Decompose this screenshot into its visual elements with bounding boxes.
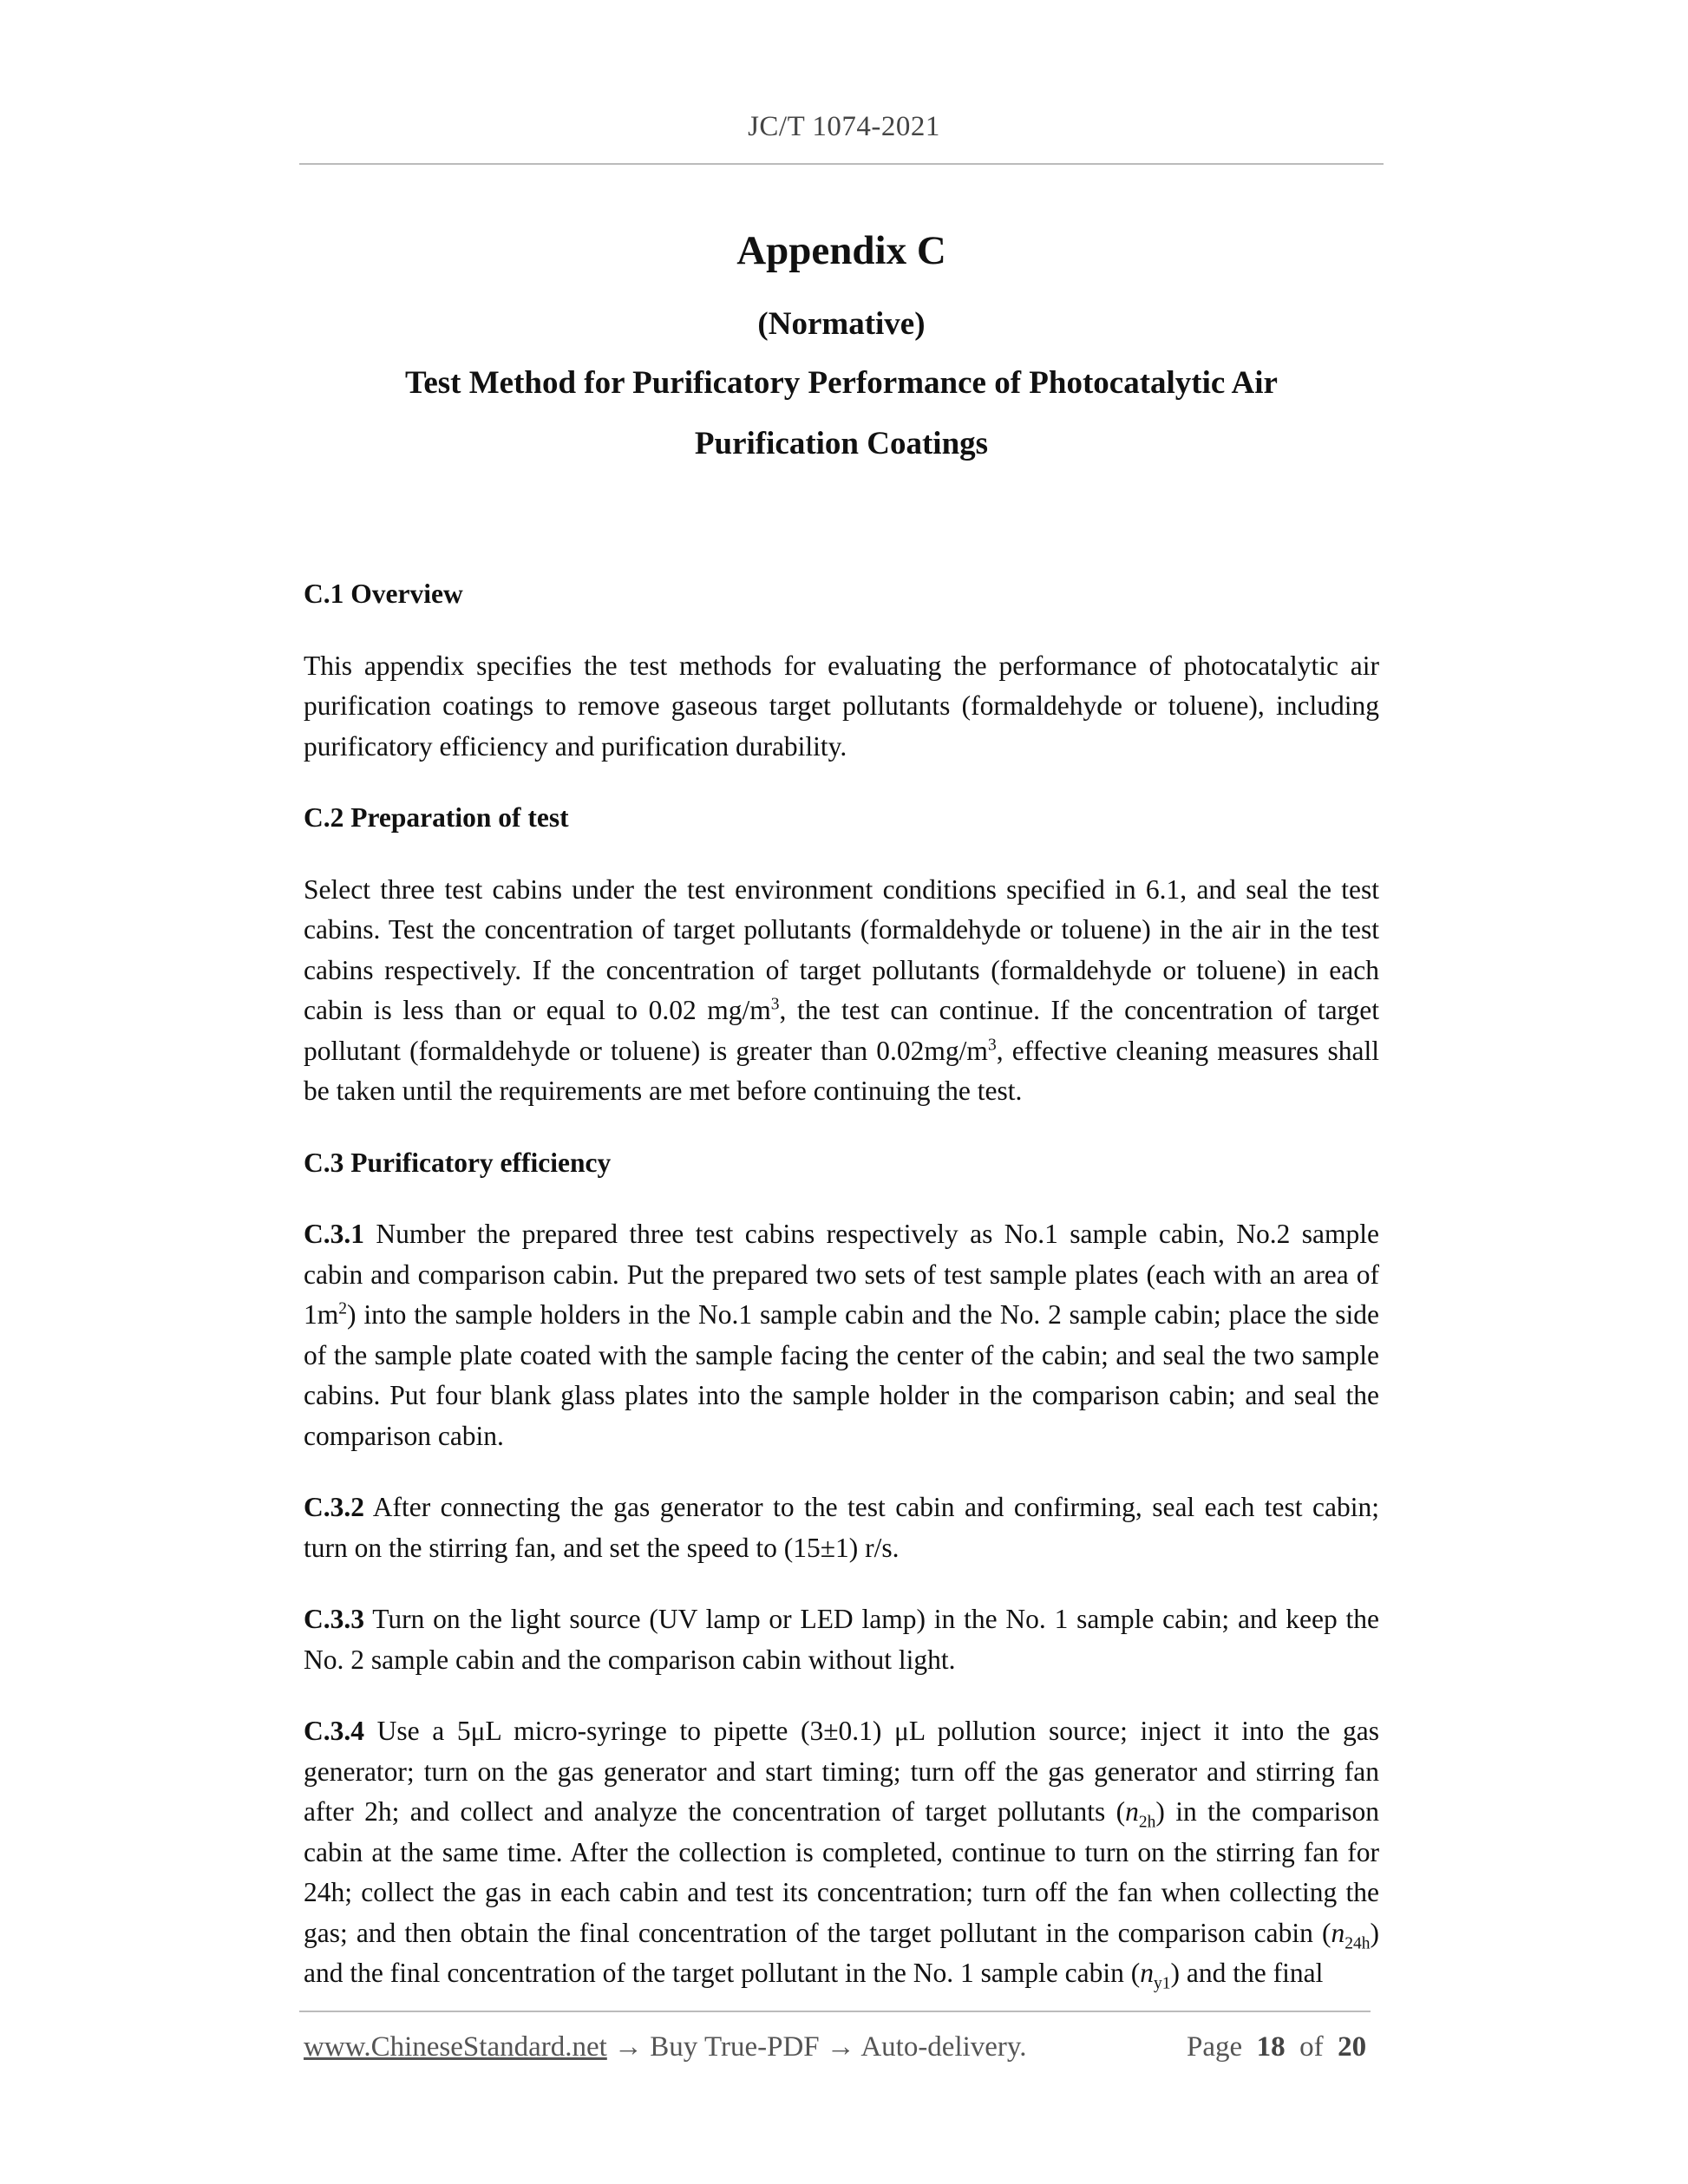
superscript: 2 (338, 1299, 348, 1318)
text-run: ) into the sample holders in the No.1 sample cabin and the No. 2 sample cabin; place the side of the sample plate coated with the sample facing the center of the cabin; and seal the two sample cabins. Put four blank glass plates into the sample holder in the comparison cabin; and seal the comparison cabin. (304, 1299, 1379, 1451)
clause-number: C.3.4 (304, 1716, 364, 1746)
text-run: , the test can continue. If the concentration of target pollutant (formaldehyde or toluene) is greater than 0.02mg/m (304, 995, 1379, 1066)
footer-divider (299, 2011, 1371, 2012)
page-total: 20 (1338, 2031, 1367, 2063)
footer-links (304, 2031, 1027, 2063)
section-heading-c2: C.2 Preparation of test (304, 802, 569, 833)
clause-c3-2 (304, 1488, 1379, 1568)
page-current: 18 (1256, 2031, 1286, 2063)
section-heading-c1: C.1 Overview (304, 579, 463, 609)
clause-c3-1 (304, 1214, 1379, 1456)
page-word: Page (1187, 2031, 1243, 2063)
buy-text: Buy True-PDF (650, 2031, 820, 2063)
page-indicator (1187, 2031, 1366, 2063)
appendix-subtitle-line-1: Test Method for Purificatory Performance of Photocatalytic Air (405, 365, 1278, 401)
clause-c3-4 (304, 1711, 1379, 1994)
superscript: 3 (987, 1036, 997, 1054)
superscript: 3 (770, 995, 780, 1014)
document-body (304, 574, 1379, 1994)
subscript: y1 (1154, 1974, 1171, 1993)
subscript: 24h (1345, 1933, 1371, 1952)
section-text-c2 (304, 870, 1379, 1112)
text-run: , effective cleaning measures shall be taken until the requirements are met before continuing the test. (304, 1035, 1380, 1106)
header-divider (299, 163, 1384, 165)
delivery-text: Auto-delivery. (860, 2031, 1027, 2063)
appendix-subtitle-line-2: Purification Coatings (694, 426, 989, 461)
text-run: Turn on the light source (UV lamp or LED lamp) in the No. 1 sample cabin; and keep the No. 2 sample cabin and the comparison cabin without light. (304, 1604, 1379, 1675)
arrow-text: → (819, 2031, 861, 2063)
variable: n (1140, 1958, 1154, 1988)
text-run: After connecting the gas generator to the test cabin and confirming, seal each test cabin; turn on the stirring fan, and set the speed to (15±1) r/s. (304, 1492, 1379, 1563)
text-run: Select three test cabins under the test environment conditions specified in 6.1, and seal the test cabins. Test the concentration of target pollutants (formaldehyde or toluene) in the air in the test cabins respectively. If the concentration of target pollutants (formaldehyde or toluene) in each cabin is less than or equal to 0.02 mg/m (304, 873, 1379, 1025)
subscript: 2h (1138, 1813, 1156, 1832)
variable: n (1331, 1917, 1345, 1948)
text-run: Use a 5μL micro-syringe to pipette (3±0.1) μL pollution source; inject it into the gas generator; turn on the gas generator and start timing; turn off the gas generator and stirring fan after 2h; and collect and analyze the concentration of target pollutants ( (304, 1716, 1379, 1827)
variable: n (1125, 1796, 1139, 1827)
text-run: Number the prepared three test cabins respectively as No.1 sample cabin, No.2 sample cabin and comparison cabin. Put the prepared two sets of test sample plates (each with an area of 1m (304, 1219, 1379, 1330)
section-heading-c3: C.3 Purificatory efficiency (304, 1147, 612, 1178)
appendix-title: Appendix C (736, 228, 946, 273)
clause-number: C.3.3 (304, 1604, 364, 1634)
of-word: of (1299, 2031, 1324, 2063)
arrow-text: → (606, 2031, 651, 2063)
site-link[interactable]: www.ChineseStandard.net (304, 2031, 607, 2063)
clause-number: C.3.1 (304, 1219, 364, 1249)
text-run: ) in the comparison cabin at the same time. After the collection is completed, continue to turn on the stirring fan for 24h; collect the gas in each cabin and test its concentration; turn off the fan when collecting the gas; and then obtain the final concentration of the target pollutant in the comparison cabin ( (304, 1796, 1379, 1948)
text-run: ) and the final concentration of the target pollutant in the No. 1 sample cabin ( (304, 1917, 1379, 1988)
document-code: JC/T 1074-2021 (748, 111, 940, 142)
section-text-c1: This appendix specifies the test methods for evaluating the performance of photocatalytic air purification coatings to remove gaseous target pollutants (formaldehyde or toluene), including purificatory efficiency and purification durability. (304, 650, 1379, 762)
appendix-type: (Normative) (757, 306, 926, 342)
text-run: ) and the final (1170, 1958, 1324, 1988)
clause-number: C.3.2 (304, 1492, 364, 1522)
clause-c3-3 (304, 1599, 1379, 1680)
